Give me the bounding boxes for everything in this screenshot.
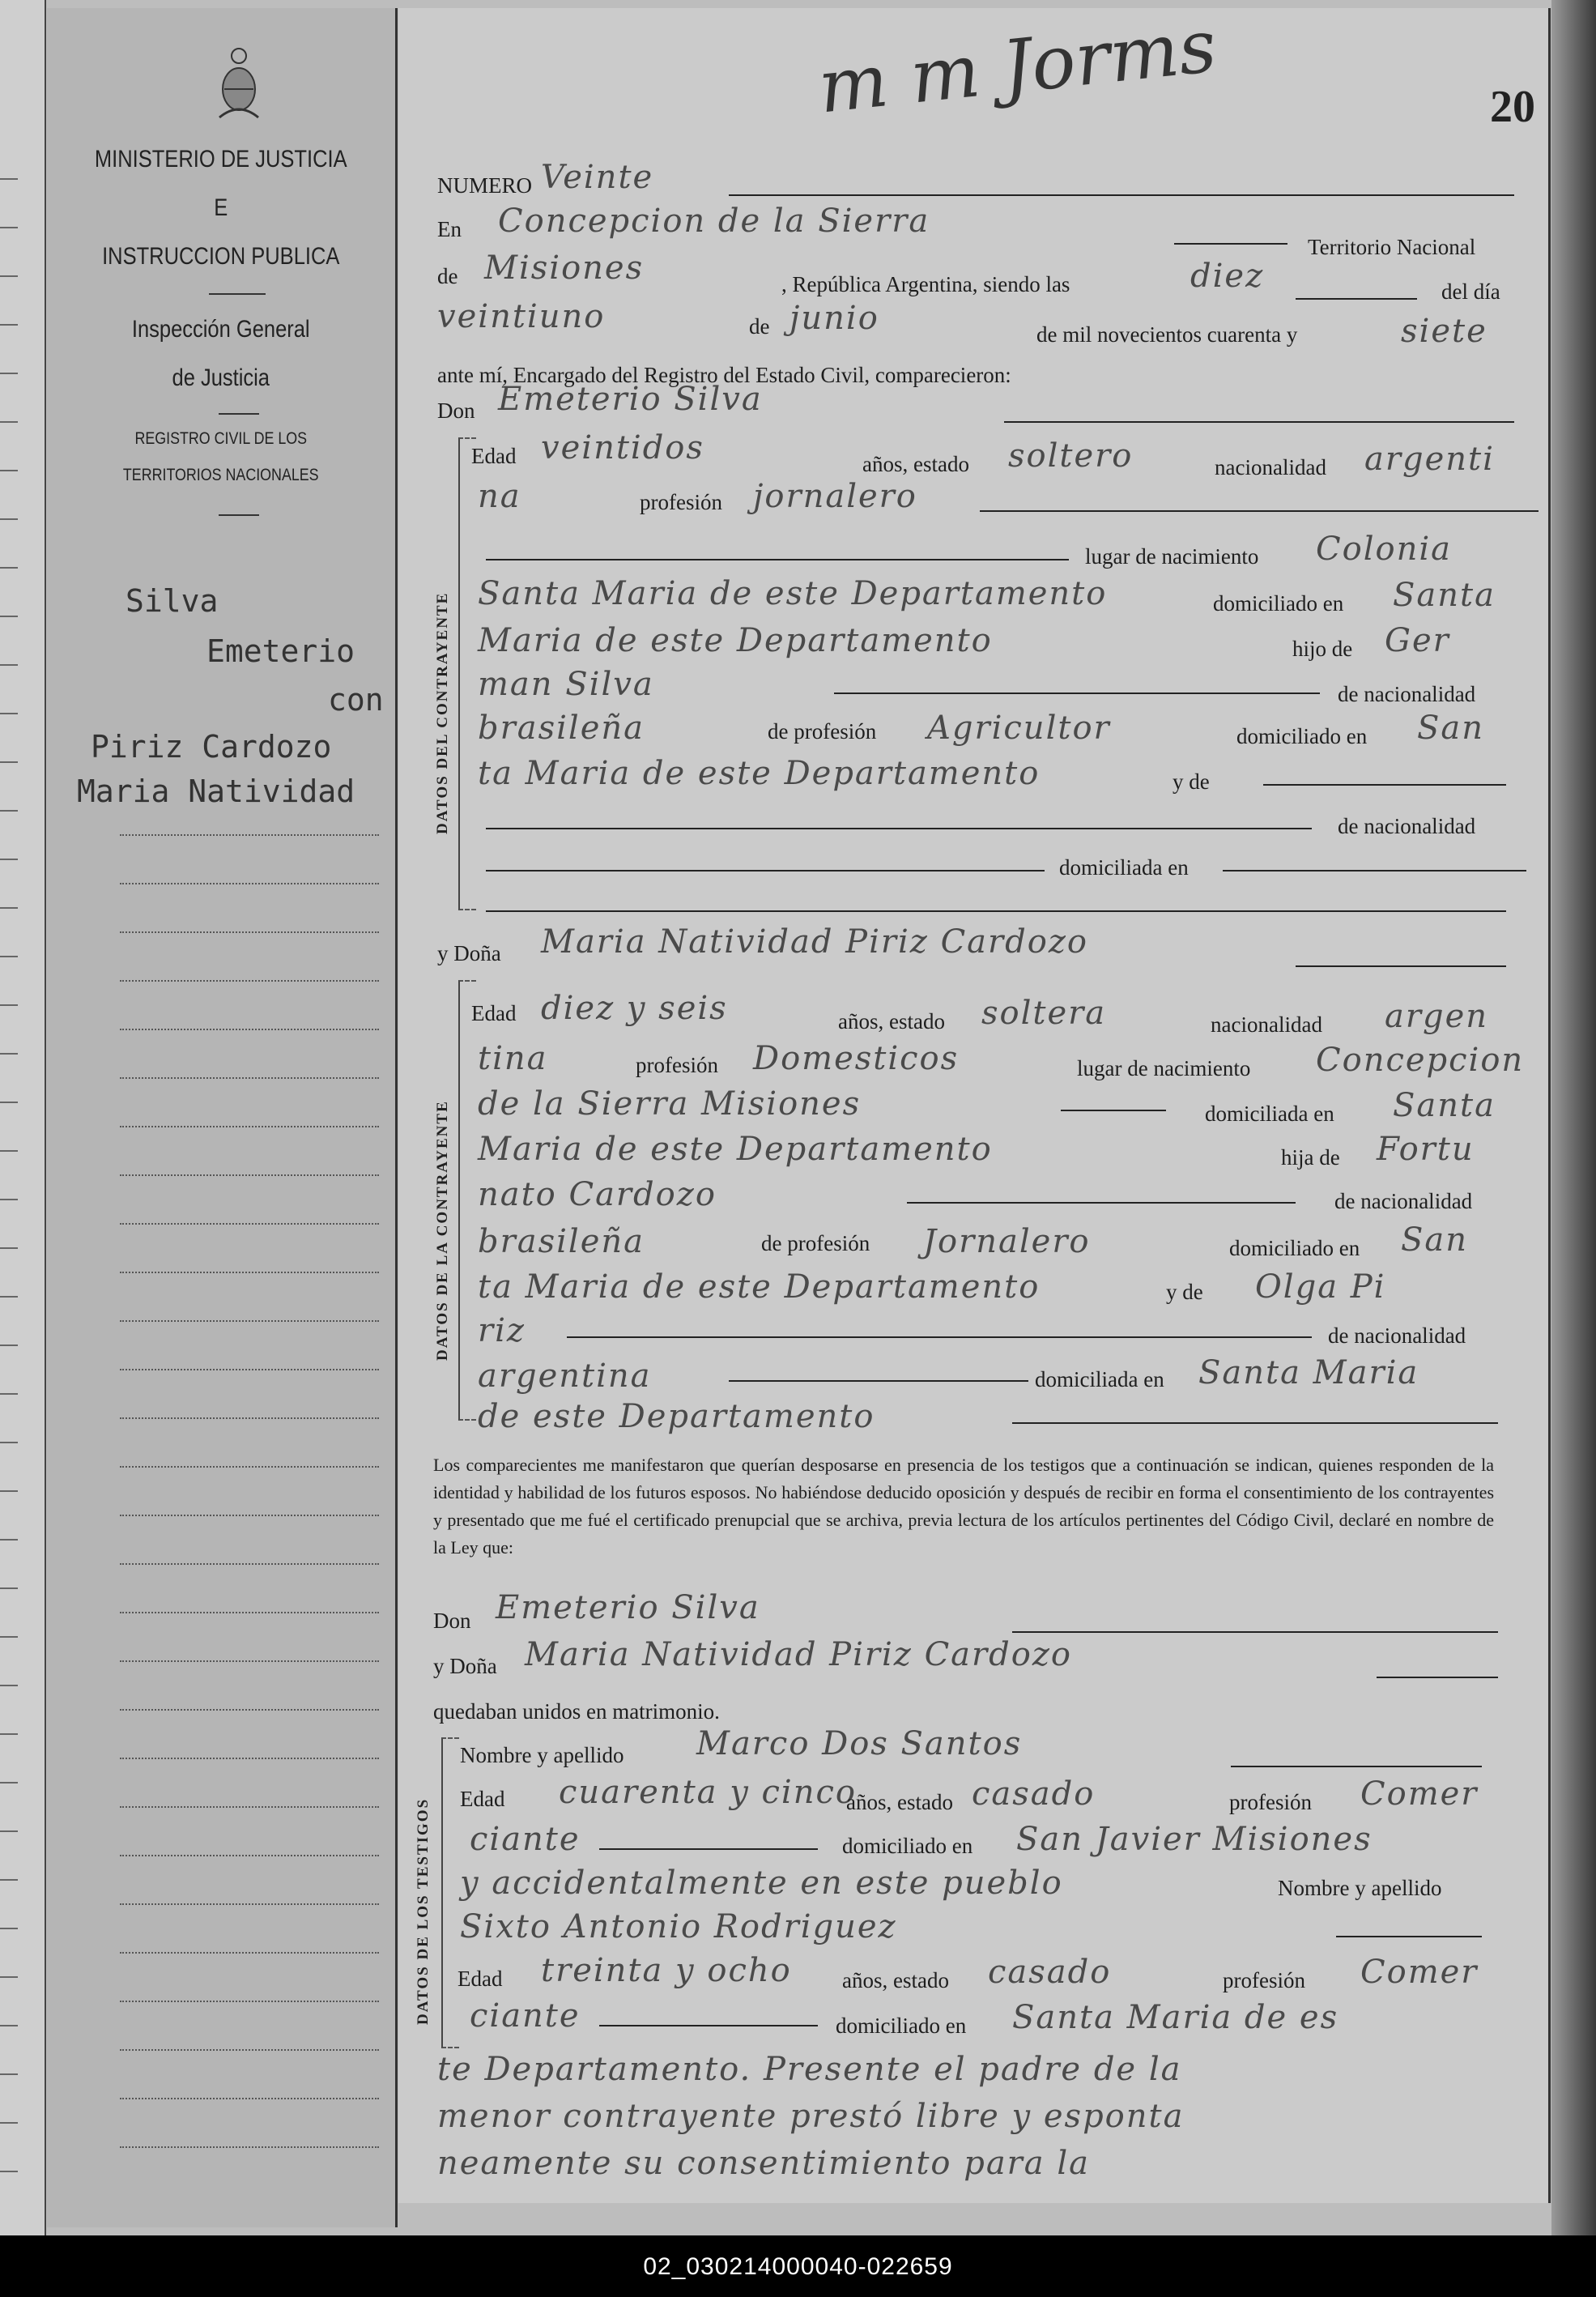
groom-estado: soltero	[1008, 437, 1134, 475]
groom-father-dom-label: domiciliado en	[1236, 724, 1368, 748]
stub-inspection-line1: Inspección General	[131, 316, 310, 343]
groom-de-nac-label2: de nacionalidad	[1338, 814, 1476, 838]
fill-line	[980, 510, 1539, 512]
fill-line	[1061, 1110, 1166, 1111]
stub-registry-line2: TERRITORIOS NACIONALES	[122, 466, 319, 484]
groom-father-b: man Silva	[478, 666, 654, 703]
bride-edad: diez y seis	[541, 990, 728, 1027]
fill-line	[1296, 298, 1417, 300]
bride-y-de-label: y de	[1166, 1280, 1203, 1304]
signature-scrawl: m m Jorms	[814, 3, 1220, 130]
groom-father-dom-a: San	[1417, 710, 1485, 747]
bride-domiciliada-label: domiciliada en	[1205, 1102, 1334, 1126]
groom-lugar-b: Santa Maria de este Departamento	[478, 575, 1108, 612]
groom-dom-b: Maria de este Departamento	[478, 622, 993, 659]
republica-label: , República Argentina, siendo las	[781, 272, 1070, 296]
bride-side-label: DATOS DE LA CONTRAYENTE	[434, 1100, 451, 1361]
groom-de-profesion-label: de profesión	[768, 719, 877, 744]
groom-father-prof: Agricultor	[927, 710, 1111, 747]
stub-ministry-line1: MINISTERIO DE JUSTICIA	[94, 146, 347, 173]
bride-estado: soltera	[981, 995, 1107, 1032]
groom-domiciliado-label: domiciliado en	[1213, 591, 1344, 616]
fill-line	[729, 194, 1514, 196]
bride-mother-dom-label: domiciliada en	[1035, 1367, 1164, 1391]
bride-bracket	[458, 980, 476, 1421]
fill-line	[834, 693, 1320, 694]
groom-lugar-label: lugar de nacimiento	[1085, 544, 1259, 569]
bride-dom-a: Santa	[1393, 1087, 1496, 1124]
bride-nacionalidad-label: nacionalidad	[1211, 1012, 1322, 1037]
w1-profesion-label: profesión	[1229, 1790, 1312, 1814]
bride-father-b: nato Cardozo	[478, 1176, 717, 1213]
bride-de-nac-label2: de nacionalidad	[1328, 1323, 1466, 1348]
groom-nacionalidad-b: na	[478, 478, 521, 515]
w1-edad-label: Edad	[460, 1787, 505, 1811]
groom-edad-label: Edad	[471, 444, 517, 468]
bride-profesion: Domesticos	[753, 1040, 960, 1077]
groom-nacionalidad-a: argenti	[1364, 441, 1495, 478]
closing-line-3: neamente su consentimiento para la	[437, 2145, 1090, 2182]
fill-line	[907, 1202, 1296, 1204]
groom-hijo-label: hijo de	[1292, 637, 1353, 661]
ante-label: ante mí, Encargado del Registro del Estado Civil, comparecieron:	[437, 363, 1011, 387]
fill-line	[1263, 784, 1506, 786]
fill-line	[729, 1380, 1028, 1382]
fill-line	[599, 2025, 818, 2026]
w2-estado: casado	[988, 1954, 1112, 1991]
bride-de-profesion-label: de profesión	[761, 1231, 870, 1255]
binding-shadow	[1551, 0, 1596, 2235]
bride-nac-a: argen	[1385, 998, 1489, 1035]
closing-line-1: te Departamento. Presente el padre de la	[437, 2051, 1182, 2088]
w1-dom-a: San Javier Misiones	[1016, 1821, 1373, 1858]
closing-line-2: menor contrayente prestó libre y esponta	[437, 2098, 1185, 2135]
bride-mother-nac: argentina	[478, 1357, 652, 1395]
bride-edad-label: Edad	[471, 1001, 517, 1025]
stub-ministry-line2: E	[214, 194, 228, 221]
w2-prof-b: ciante	[470, 1997, 581, 2035]
groom-y-de-label: y de	[1173, 769, 1210, 794]
del-dia-label: del día	[1441, 279, 1500, 304]
bride-father-dom-a: San	[1401, 1221, 1469, 1259]
w2-name: Sixto Antonio Rodriguez	[460, 1908, 897, 1945]
bride-mother-b: riz	[478, 1312, 526, 1349]
fill-line	[1231, 1766, 1482, 1767]
w2-edad: treinta y ocho	[541, 1952, 792, 1989]
w1-dom-b: y accidentalmente en este pueblo	[460, 1864, 1063, 1902]
bride-anos-estado-label: años, estado	[838, 1009, 945, 1033]
stub-divider	[219, 413, 259, 415]
groom-father-dom-b: ta Maria de este Departamento	[478, 755, 1041, 792]
bride-dom-b: Maria de este Departamento	[478, 1131, 993, 1168]
fill-line	[1174, 243, 1287, 245]
groom-de-nac-label: de nacionalidad	[1338, 682, 1476, 706]
declaration-text: Los comparecientes me manifestaron que querían desposarse en presencia de los testigos que a continuación se indican, quienes responden de la identidad y habilidad de los futuros esposos. No habiéndose deducido oposición y después de recibir en forma el consentimiento de los contrayentes y presentado que me fué el certificado prenupcial que se archiva, previa lectura de los artículos pertinentes del Código Civil, declaré en nombre de la Ley que:	[433, 1455, 1494, 1558]
groom-profesion-label: profesión	[640, 490, 722, 514]
w1-prof-a: Comer	[1360, 1775, 1479, 1813]
groom-nacionalidad-label: nacionalidad	[1215, 455, 1326, 479]
page-number: 20	[1490, 82, 1535, 132]
margin-note-bride-name: Maria Natividad	[77, 773, 355, 809]
groom-lugar-a: Colonia	[1316, 531, 1452, 568]
bride-mother-dom-a: Santa Maria	[1198, 1354, 1419, 1391]
w1-edad: cuarenta y cinco	[559, 1774, 857, 1811]
w1-nombre-label: Nombre y apellido	[460, 1743, 624, 1767]
fill-line	[1012, 1631, 1498, 1633]
fill-line	[486, 910, 1506, 912]
bride-father-nac: brasileña	[478, 1223, 645, 1260]
groom-father-a: Ger	[1385, 622, 1450, 659]
fill-line	[486, 870, 1045, 871]
don-label: Don	[437, 398, 475, 423]
groom-domiciliada-label: domiciliada en	[1059, 855, 1189, 880]
place-value: Concepcion de la Sierra	[498, 202, 930, 240]
bride-name: Maria Natividad Piriz Cardozo	[541, 923, 1088, 961]
groom-profesion: jornalero	[753, 478, 917, 515]
margin-note-bride-surname: Piriz Cardozo	[91, 729, 332, 765]
w1-name: Marco Dos Santos	[696, 1725, 1023, 1762]
previous-page-edge	[0, 0, 46, 2235]
w1-anos-estado-label: años, estado	[846, 1790, 953, 1814]
stub-divider	[209, 293, 266, 295]
numero-label: NUMERO	[437, 173, 533, 198]
de-label: de	[437, 264, 458, 288]
fill-line	[599, 1848, 818, 1850]
fill-line	[1336, 1936, 1482, 1937]
bride-father-a: Fortu	[1377, 1131, 1475, 1168]
territorio-label: Territorio Nacional	[1308, 235, 1476, 259]
don-name-value: Emeterio Silva	[498, 381, 763, 418]
w1-domiciliado-label: domiciliado en	[842, 1834, 973, 1858]
bride-mother-dom-b: de este Departamento	[478, 1398, 875, 1435]
fill-line	[1223, 870, 1526, 871]
bride-mother-a: Olga Pi	[1255, 1268, 1386, 1306]
witness-bracket	[441, 1737, 459, 2048]
groom-side-label: DATOS DEL CONTRAYENTE	[434, 591, 451, 834]
day-value: veintiuno	[437, 298, 606, 335]
year-label: de mil novecientos cuarenta y	[1036, 322, 1298, 347]
bride-hija-label: hija de	[1281, 1145, 1340, 1170]
bride-lugar-a: Concepcion	[1316, 1042, 1525, 1079]
stub-ministry-line3: INSTRUCCION PUBLICA	[102, 243, 340, 270]
territory-value: Misiones	[484, 249, 645, 287]
en-label: En	[437, 217, 462, 241]
bride-father-dom-b: ta Maria de este Departamento	[478, 1268, 1041, 1306]
w2-anos-estado-label: años, estado	[842, 1968, 949, 1992]
decl-dona-label: y Doña	[433, 1654, 497, 1678]
stub-inspection-line2: de Justicia	[172, 364, 270, 391]
w2-edad-label: Edad	[458, 1967, 503, 1991]
w2-nombre-label: Nombre y apellido	[1278, 1876, 1442, 1900]
groom-anos-estado-label: años, estado	[862, 452, 969, 476]
fill-line	[1377, 1677, 1498, 1678]
stub-divider	[219, 514, 259, 516]
de-label2: de	[749, 314, 770, 339]
groom-bracket	[458, 437, 476, 910]
hour-value: diez	[1190, 258, 1265, 295]
fill-line	[1296, 965, 1506, 967]
w2-domiciliado-label: domiciliado en	[836, 2014, 967, 2038]
fill-line	[1004, 421, 1514, 423]
decl-don-label: Don	[433, 1609, 471, 1633]
month-value: junio	[789, 300, 879, 337]
margin-note-surname: Silva	[126, 583, 219, 619]
bride-lugar-label: lugar de nacimiento	[1077, 1056, 1251, 1080]
groom-father-nac: brasileña	[478, 710, 645, 747]
w1-estado: casado	[972, 1775, 1096, 1813]
groom-edad: veintidos	[541, 429, 704, 467]
bride-father-dom-label: domiciliado en	[1229, 1236, 1360, 1260]
fill-line	[486, 828, 1312, 829]
bride-nac-b: tina	[478, 1040, 548, 1077]
bride-de-nac-label: de nacionalidad	[1334, 1189, 1473, 1213]
coat-of-arms-icon	[215, 45, 263, 126]
margin-note-given-name: Emeterio	[206, 633, 355, 669]
w1-prof-b: ciante	[470, 1821, 581, 1858]
decl-don-name: Emeterio Silva	[496, 1589, 760, 1626]
fill-line	[1012, 1422, 1498, 1424]
bride-profesion-label: profesión	[636, 1053, 718, 1077]
bride-y-dona-label: y Doña	[437, 941, 501, 965]
decl-quedaban-label: quedaban unidos en matrimonio.	[433, 1699, 720, 1724]
w2-profesion-label: profesión	[1223, 1968, 1305, 1992]
margin-note-con: con	[328, 682, 384, 718]
w2-dom: Santa Maria de es	[1012, 1999, 1339, 2036]
year-value: siete	[1401, 313, 1487, 350]
fill-line	[567, 1336, 1312, 1338]
w2-prof-a: Comer	[1360, 1954, 1479, 1991]
fill-line	[486, 559, 1069, 560]
bride-father-prof: Jornalero	[923, 1223, 1091, 1260]
numero-value: Veinte	[541, 159, 654, 196]
witness-side-label: DATOS DE LOS TESTIGOS	[415, 1797, 432, 2025]
decl-dona-name: Maria Natividad Piriz Cardozo	[525, 1636, 1072, 1673]
stub-registry-line1: REGISTRO CIVIL DE LOS	[134, 429, 308, 448]
groom-dom-a: Santa	[1393, 577, 1496, 614]
image-id-label: 02_030214000040-022659	[643, 2253, 953, 2280]
bride-lugar-b: de la Sierra Misiones	[478, 1085, 862, 1123]
